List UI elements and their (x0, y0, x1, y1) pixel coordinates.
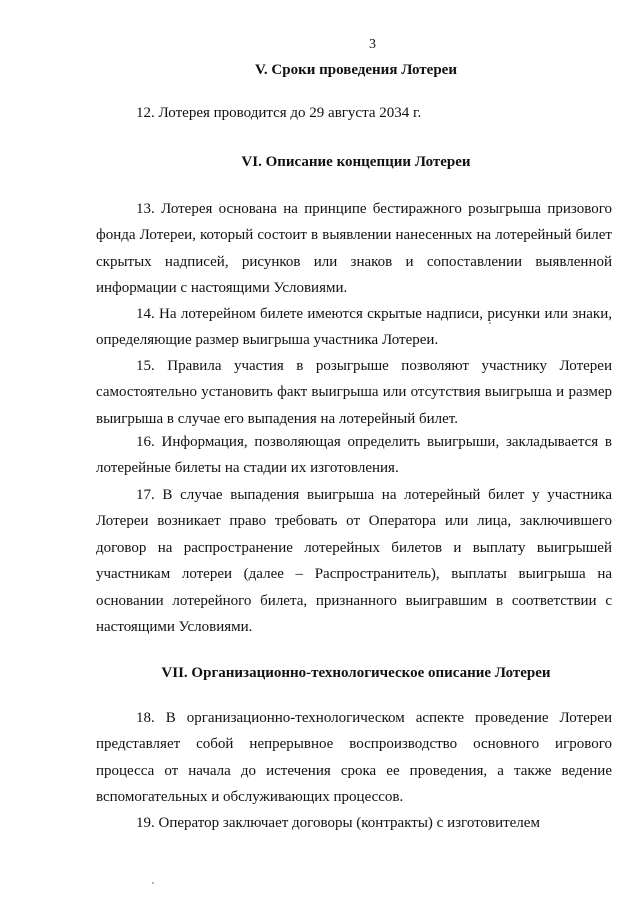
paragraph-18: 18. В организационно-технологическом аспекте проведение Лотереи представляет собой непрерывное воспроизводство основного игрового процесса от начала до истечения срока ее проведения, а также ведение вспомогательных и обслуживающих процессов. (96, 710, 612, 806)
paragraph-14: 14. На лотерейном билете имеются скрытые надписи, рисунки или знаки, определяющие размер выигрыша участника Лотереи. (96, 306, 612, 349)
section-heading-vi: VI. Описание концепции Лотереи (241, 154, 471, 170)
scan-speck (152, 882, 154, 884)
paragraph-15: 15. Правила участия в розыгрыше позволяют участнику Лотереи самостоятельно установить факт выигрыша или отсутствия выигрыша и размер выигрыша в случае его выпадения на лотерейный билет. (96, 358, 612, 427)
section-heading-vii: VII. Организационно-технологическое описание Лотереи (161, 665, 551, 681)
paragraph-19: 19. Оператор заключает договоры (контракты) с изготовителем (136, 815, 540, 831)
paragraph-13: 13. Лотерея основана на принципе бестиражного розыгрыша призового фонда Лотереи, который состоит в выявлении нанесенных на лотерейный билет скрытых надписей, рисунков или знаков и сопоставлении выявленной информации с настоящими Условиями. (96, 201, 612, 297)
page-number: 3 (369, 37, 376, 52)
paragraph-17: 17. В случае выпадения выигрыша на лотерейный билет у участника Лотереи возникает право требовать от Оператора или лица, заключившего договор на распространение лотерейных билетов и выплату выигрышей участникам лотереи (далее – Распространитель), выплаты выигрыша на основании лотерейного билета, признанного выигравшим в соответствии с настоящими Условиями. (96, 487, 612, 636)
scan-speck (489, 322, 491, 324)
paragraph-16: 16. Информация, позволяющая определить выигрыши, закладывается в лотерейные билеты на стадии их изготовления. (96, 434, 612, 477)
section-heading-v: V. Сроки проведения Лотереи (255, 62, 457, 78)
paragraph-12: 12. Лотерея проводится до 29 августа 2034 г. (136, 105, 422, 121)
